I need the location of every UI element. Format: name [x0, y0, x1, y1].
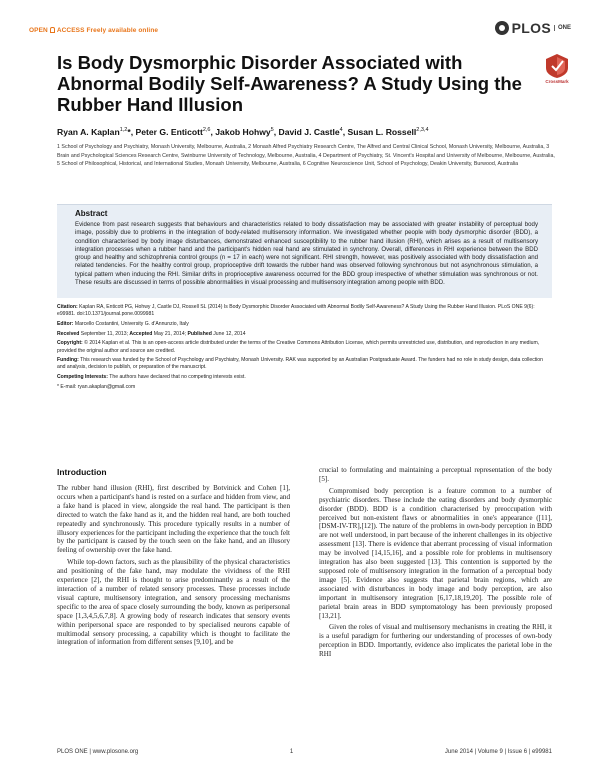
crossmark-badge[interactable]: CrossMark	[540, 54, 574, 84]
dates: Received September 11, 2013; Accepted May 21, 2014; Published June 12, 2014	[57, 330, 246, 337]
footer-issue: June 2014 | Volume 9 | Issue 6 | e99981	[444, 749, 552, 755]
citation: Citation: Kaplan RA, Enticott PG, Hohwy J, Castle DJ, Rossell SL (2014) Is Body Dysmorphic Disorder Associated with Abnormal Bodily Self-Awareness? A Study Using the Rubber Hand Illusion. PLoS ONE 9(6): e99981. doi:10.1371/journal.pone.0099981	[57, 304, 535, 318]
email[interactable]: * E-mail: ryan.akaplan@gmail.com	[57, 383, 136, 390]
abstract-heading: Abstract	[75, 209, 108, 218]
right-column	[319, 466, 552, 662]
left-column	[57, 484, 290, 650]
open-access-banner: OPEN ACCESS Freely available online	[29, 27, 159, 34]
introduction-heading: Introduction	[57, 467, 107, 477]
crossmark-icon	[546, 54, 568, 78]
paragraph: While top-down factors, such as the plausibility of the physical characteristics and positioning of the fake hand, may modulate the vividness of the RHI experience [2], the RHI is thought to arise predominantly as a result of the interaction of a number of related sensory processes. These processes include visual capture, multisensory integration, and sensory processing mechanisms specific to the area of space closely surrounding the body, known as peripersonal space [1,3,4,5,6,7,8]. A growing body of research indicates that sensory events within peripersonal space are responded to by specialised neurons capable of multimodal sensory processing, a capability which is thought to facilitate the integration of information from different senses [9,10], and be	[57, 558, 290, 647]
page-footer	[57, 749, 552, 755]
article-metadata	[57, 304, 552, 394]
editor: Editor: Marcello Costantini, University G. d'Annunzio, Italy	[57, 320, 189, 327]
open-access-lock-icon	[50, 27, 55, 33]
plos-circle-icon	[495, 21, 509, 35]
paragraph: The rubber hand illusion (RHI), first described by Botvinick and Cohen [1], occurs when a participant's hand is rested on a surface and hidden from view, and a fake hand is placed in view, alongside the real hand. The participant is then directed to watch the fake hand as it, and the hidden real hand, are both touched repeatedly and synchronously. This procedure typically results in a number of illusory experiences for the participant including the experience that the touch felt by the participant is caused by the touch seen on the fake hand, and an illusory feeling of ownership over the fake hand.	[57, 484, 290, 555]
copyright: Copyright: © 2014 Kaplan et al. This is an open-access article distributed under the terms of the Creative Commons Attribution License, which permits unrestricted use, distribution, and reproduction in any medium, provided the original author and source are credited.	[57, 340, 540, 354]
paragraph: crucial to formulating and maintaining a perceptual representation of the body [5].	[319, 466, 552, 483]
affiliations: 1 School of Psychology and Psychiatry, Monash University, Melbourne, Australia, 2 Monash Alfred Psychiatry Research Centre, The Alfred and Central Clinical School, Monash University, Melbourne, Australia, 3 Brain and Psychological Sciences Research Centre, Swinburne University of Technology, Melbourne, Australia, 4 Department of Psychiatry, St. Vincent's Hospital and University of Melbourne, Melbourne, Australia, 5 School of Philosophical, Historical, and International Studies, Monash University, Melbourne, Australia, 6 Cognitive Neuroscience Unit, School of Psychology, Deakin University, Burwood, Australia	[57, 144, 555, 168]
free-label: Freely available online	[86, 27, 159, 34]
abstract-text: Evidence from past research suggests that behaviours and characteristics related to body dissatisfaction may be associated with greater instability of perceptual body image, possibly due to problems in the integration of body-related multisensory information. We investigated whether people with body dysmorphic disorder (BDD), a condition characterised by body image disturbances, demonstrated enhanced susceptibility to the rubber hand illusion (RHI), which arises as a result of multisensory integration processes when a rubber hand and the participant's hidden real hand are stimulated in synchrony. Overall, differences in RHI experience between the BDD group and healthy and schizophrenia control groups (n = 17 in each) were not significant. RHI strength, however, was positively associated with body dissatisfaction and related tendencies. For the healthy control group, proprioceptive drift towards the rubber hand was observed following synchronous but not asynchronous stimulation, a typical pattern when inducing the RHI. Similar drifts in proprioceptive awareness occurred for the BDD group irrespective of whether stimulation was synchronous or not. These results are discussed in terms of possible abnormalities in visual processing and multisensory integration among people with BDD.	[75, 221, 538, 287]
plos-one-logo: PLOS ONE	[495, 20, 571, 36]
author-list: Ryan A. Kaplan$^{1,2}$*, Peter G. Enticott$^{2,6}$, Jakob Hohwy$^5$, David J. Castle$^4$, Susan L. Rossell$^{2,3,4}$	[57, 127, 429, 137]
abstract-section	[57, 204, 552, 298]
paragraph: Compromised body perception is a feature common to a number of psychiatric disorders. These include the eating disorders and body dysmorphic disorder (BDD). BDD is a condition characterised by preoccupation with perceived but non-existent flaws or abnormalities in one's appearance ([11], [DSM-IV-TR],[12]). The nature of the problems in own-body perception in BDD are not well understood, in part because of the inherent challenges in its objective assessment [13]. There is evidence that aberrant processing of visual information may be involved [14,15,16], and a possible role for problems in multisensory integration has also been suggested [13]. This contention is supported by the supposed role of multisensory integration in the formation of a perceptual body image [5]. Evidence also suggests that parietal brain regions, which are associated with disturbances in body image and body perception, are also important in multisensory integration [6,17,18,19,20]. The possible role of parietal brain areas in BDD symptomatology has been previously proposed [13,21].	[319, 486, 552, 620]
page-number: 1	[289, 749, 294, 755]
paragraph: Given the roles of visual and multisensory mechanisms in creating the RHI, it is a useful paradigm for furthering our understanding of processes of own-body perception in BDD. Importantly, evidence also implicates the parietal lobe in the RHI	[319, 623, 552, 659]
funding: Funding: This research was funded by the School of Psychology and Psychiatry, Monash University. RAK was supported by an Australian Postgraduate Award. The funders had no role in study design, data collection and analysis, decision to publish, or preparation of the manuscript.	[57, 357, 543, 371]
competing-interests: Competing Interests: The authors have declared that no competing interests exist.	[57, 374, 246, 381]
footer-journal: PLOS ONE | www.plosone.org	[57, 749, 139, 755]
article-title: Is Body Dysmorphic Disorder Associated with Abnormal Bodily Self-Awareness? A Study Using the Rubber Hand Illusion	[57, 52, 522, 115]
